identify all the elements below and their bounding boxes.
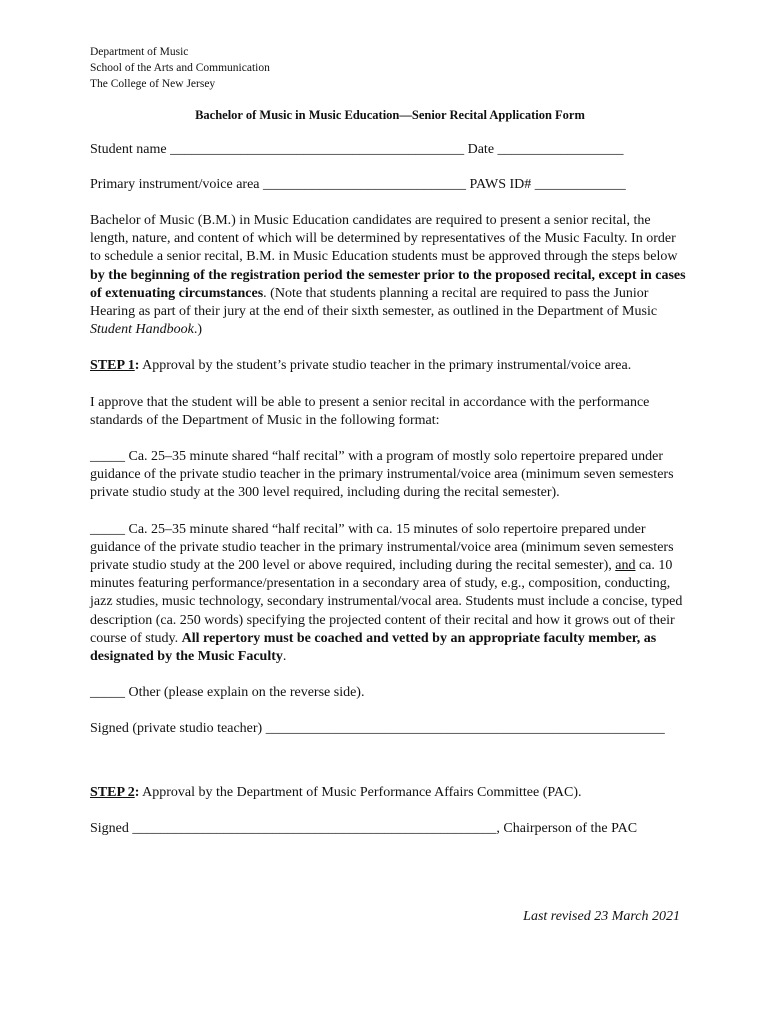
option2-text-2: ca. 10 minutes featuring performance/presentation in a secondary area of study, e.g., composition, conducting, jazz studies, music technology, secondary instrumental/vocal area. Students must include a concise, typed description (ca. 250 words) specifying the projected content of their recital and how it grows out of their course of study.: [90, 558, 683, 646]
step2-colon: :: [134, 784, 140, 800]
student-handbook-title: Student Handbook: [90, 322, 194, 338]
student-name-field[interactable]: __________________________________________: [170, 142, 465, 157]
step1-label: STEP 1: [90, 358, 135, 374]
instrument-label: Primary instrument/voice area: [90, 177, 260, 192]
header-school: School of the Arts and Communication: [90, 62, 270, 74]
paws-id-field[interactable]: _____________: [534, 177, 626, 192]
signature-teacher-line[interactable]: Signed (private studio teacher) _________________________________________________________: [90, 721, 665, 737]
document-page: [90, 44, 690, 838]
intro-text-1: Bachelor of Music (B.M.) in Music Education candidates are required to present a senior recital, the length, nature, and content of which will be determined by representatives of the Music Faculty. In order to schedule a senior recital, B.M. in Music Education students must be approved through the steps below: [90, 213, 678, 265]
option2-repertory-bold: All repertory must be coached and vetted by an appropriate faculty member, as designated by the Music Faculty: [90, 630, 657, 665]
intro-text-3: .): [193, 322, 202, 338]
intro-text-2: . (Note that students planning a recital are required to pass the Junior Hearing as part of their jury at the end of their sixth semester, as outlined in the Department of Music: [90, 285, 658, 320]
student-name-label: Student name: [90, 142, 167, 157]
step2-text: Approval by the Department of Music Performance Affairs Committee (PAC).: [139, 784, 582, 800]
option-half-recital-solo[interactable]: _____ Ca. 25–35 minute shared “half recital” with a program of mostly solo repertoire prepared under guidance of the private studio teacher in the primary instrumental/voice area (minimum seven semesters private studio study at the 300 level required, including during the recital semester).: [90, 449, 674, 501]
option2-text-3: .: [282, 649, 287, 665]
date-label: Date: [467, 142, 495, 157]
intro-paragraph: [90, 212, 690, 339]
approval-statement: I approve that the student will be able to present a senior recital in accordance with the performance standards of the Department of Music in the following format:: [90, 394, 650, 428]
form-title: Bachelor of Music in Music Education—Senior Recital Application Form: [195, 108, 585, 122]
option-half-recital-secondary[interactable]: [90, 521, 690, 667]
step2-heading: [90, 784, 690, 802]
step1-text: Approval by the student’s private studio teacher in the primary instrumental/voice area.: [139, 358, 632, 374]
last-revised-date: Last revised 23 March 2021: [523, 909, 680, 924]
option-other[interactable]: _____ Other (please explain on the reverse side).: [90, 685, 365, 701]
header-college: The College of New Jersey: [90, 78, 216, 90]
intro-deadline-bold: by the beginning of the registration period the semester prior to the proposed recital, except in cases of extenuating circumstances: [90, 267, 686, 301]
option2-and-underlined: and: [615, 558, 636, 574]
option2-text-1: _____ Ca. 25–35 minute shared “half recital” with ca. 15 minutes of solo repertoire prepared under guidance of the private studio teacher in the primary instrumental/voice area (minimum seven semesters private studio study at the 200 level or above required, including during the recital semester),: [90, 521, 674, 574]
paws-id-label: PAWS ID#: [469, 177, 532, 192]
instrument-field[interactable]: _____________________________: [263, 177, 466, 192]
instrument-row: [90, 175, 690, 195]
student-name-row: [90, 140, 690, 160]
signature-pac-line[interactable]: Signed ____________________________________________________, Chairperson of the PAC: [90, 820, 638, 836]
date-field[interactable]: __________________: [497, 142, 624, 157]
step1-colon: :: [134, 358, 140, 374]
step1-heading: [90, 357, 690, 375]
step2-label: STEP 2: [90, 784, 135, 800]
header-department: Department of Music: [90, 46, 189, 58]
